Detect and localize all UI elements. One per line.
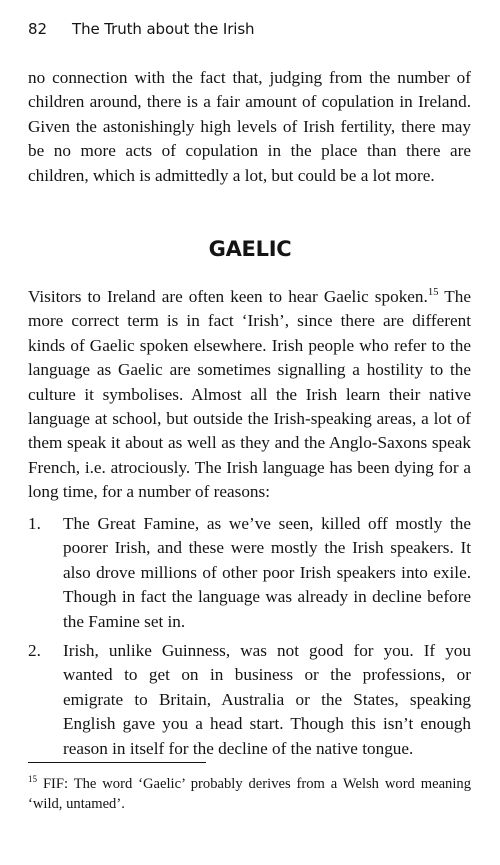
- section-heading: GAELIC: [208, 237, 292, 261]
- footnote-text: FIF: The word ‘Gaelic’ probably derives from a Welsh word meaning ‘wild, untamed’.: [28, 776, 471, 812]
- list-item-text: The Great Famine, as we’ve seen, killed off mostly the poorer Irish, and these were mostly the Irish speakers. It also drove millions of other poor Irish speakers into exile. Though in fact the language was already in decline before the Famine set in.: [63, 514, 471, 631]
- list-item: [28, 639, 471, 761]
- list-item: [28, 512, 471, 634]
- section-paragraph-start: Visitors to Ireland are often keen to hear Gaelic spoken.: [28, 287, 428, 306]
- running-header: [28, 20, 254, 38]
- section-paragraph: [28, 285, 471, 505]
- section-paragraph-rest: The more correct term is in fact ‘Irish’, since there are different kinds of Gaelic spoken elsewhere. Irish people who refer to the language as Gaelic are sometimes signalling a hostility to the culture it symbolises. Almost all the Irish learn their native language at school, but outside the Irish-speaking areas, a lot of them speak it about as well as they and the Anglo-Saxons speak French, i.e. atrociously. The Irish language has been dying for a long time, for a number of reasons:: [28, 287, 471, 502]
- intro-paragraph: no connection with the fact that, judging from the number of children around, there is a fair amount of copulation in Ireland. Given the astonishingly high levels of Irish fertility, there may be no more acts of copulation in the place than there are children, which is admittedly a lot, but could be a lot more.: [28, 68, 471, 185]
- list-item-number: 2.: [28, 641, 41, 661]
- page-number: 82: [28, 20, 47, 38]
- reasons-list: [28, 512, 471, 766]
- list-item-text: Irish, unlike Guinness, was not good for you. If you wanted to get on in business or the professions, or emigrate to Britain, Australia or the States, speaking English gave you a head start. Though this isn’t enough reason in itself for the decline of the native tongue.: [63, 641, 471, 758]
- footnote-divider: [28, 762, 206, 763]
- book-title: The Truth about the Irish: [72, 20, 255, 38]
- list-item-number: 1.: [28, 514, 41, 533]
- footnote-marker: 15: [28, 774, 38, 785]
- footnote-reference[interactable]: 15: [427, 287, 439, 299]
- footnote: [28, 774, 471, 814]
